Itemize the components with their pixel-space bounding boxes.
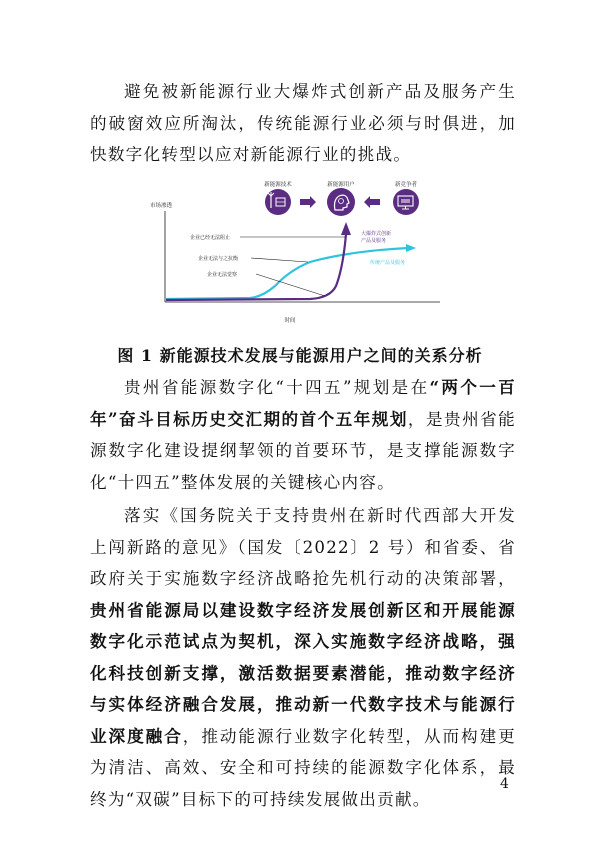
p2-bold-1: “两个一百年”奋斗目标历史交汇期的首个五年规划 xyxy=(90,377,517,429)
user-head-icon xyxy=(327,188,355,216)
paragraph-3 xyxy=(90,500,516,815)
label-disruptive: 大爆炸式创新 xyxy=(361,231,392,237)
p2-text-2: ，是贵州省能源数字化建设提纲挈领的首要环节，是支撑能源数字化“十四五”整体发展的关键核心内容。 xyxy=(90,409,517,492)
label-cannot-resist: 企业无法与之抗衡 xyxy=(198,256,239,262)
arrow-right-icon xyxy=(300,196,316,208)
competitor-label: 新竞争者 xyxy=(394,182,418,188)
p3-bold-1: 贵州省能源局以建设数字经济发展创新区和开展能源数字化示范试点为契机，深入实施数字经济战略，强化科技创新支撑，激活数据要素潜能，推动数字经济与实体经济融合发展，推动新一代数字技术与能源行业深度融合 xyxy=(90,599,516,746)
paragraph-2 xyxy=(90,372,516,498)
label-traditional: 传统产品及服务 xyxy=(370,260,406,266)
leader-cannot-resist xyxy=(251,258,308,262)
label-cannot-stop: 企业已经无法阻止 xyxy=(190,235,231,241)
page-number: 4 xyxy=(500,776,509,792)
wind-solar-icon xyxy=(265,189,291,215)
x-axis-label: 时间 xyxy=(284,318,296,324)
monitor-device-icon xyxy=(393,189,419,215)
paragraph-1: 避免被新能源行业大爆炸式创新产品及服务产生的破窗效应所淘汰，传统能源行业必须与时俱进，加快数字化转型以应对新能源行业的挑战。 xyxy=(90,82,516,164)
label-cannot-notice: 企业无法觉察 xyxy=(207,272,238,278)
figure-diagram xyxy=(150,178,450,338)
disruptive-arrowhead xyxy=(341,222,351,235)
figure-caption: 图 1 新能源技术发展与能源用户之间的关系分析 xyxy=(117,346,483,365)
user-label: 新能源用户 xyxy=(327,182,355,188)
tech-label: 新能源技术 xyxy=(264,182,292,188)
label-disruptive-2: 产品及服务 xyxy=(361,238,387,244)
p3-text-1: 落实《国务院关于支持贵州在新时代西部大开发上闯新路的意见》（国发〔2022〕2 号）和省委、省政府关于实施数字经济战略抢先机行动的决策部署， xyxy=(90,506,516,588)
y-axis-label: 市场渗透 xyxy=(150,203,173,209)
p3-text-2: ，推动能源行业数字化转型，从而构建更为清洁、高效、安全和可持续的能源数字化体系，最终为“双碳”目标下的可持续发展做出贡献。 xyxy=(90,726,517,809)
traditional-arrowhead xyxy=(406,244,416,252)
arrow-left-icon xyxy=(364,196,380,208)
p2-text-1: 贵州省能源数字化“十四五”规划是在 xyxy=(124,378,430,397)
disruptive-curve xyxy=(166,234,346,300)
